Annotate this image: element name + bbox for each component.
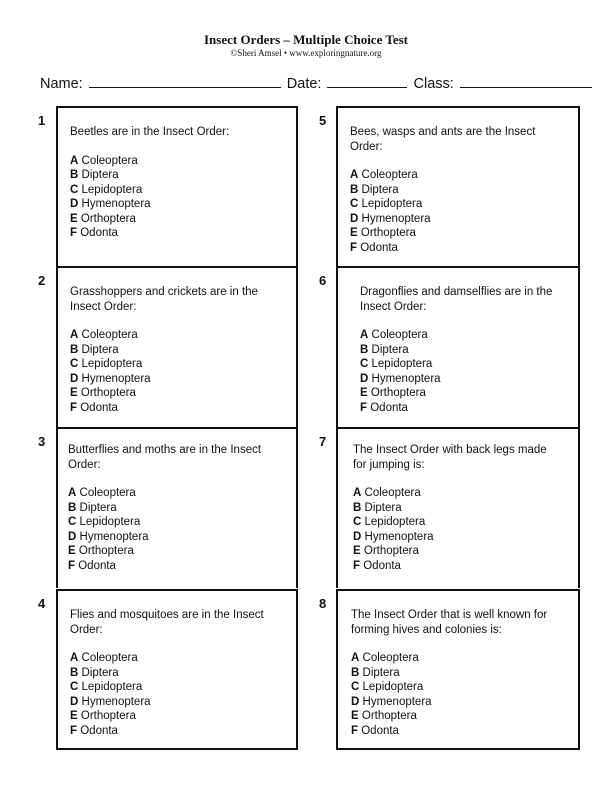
option-letter: A: [70, 154, 79, 167]
option-text: Diptera: [79, 501, 117, 514]
option-text: Coleoptera: [362, 652, 419, 664]
option-text: Lepidoptera: [362, 681, 424, 693]
answer-option[interactable]: [70, 724, 280, 739]
option-text: Hymenoptera: [79, 530, 149, 543]
answer-option[interactable]: [70, 401, 280, 416]
answer-option[interactable]: [68, 530, 280, 545]
option-letter: F: [70, 401, 78, 414]
option-letter: F: [70, 227, 78, 239]
answer-option[interactable]: [70, 168, 280, 183]
option-text: Diptera: [371, 343, 409, 356]
question-prompt: Beetles are in the Insect Order:: [70, 126, 230, 138]
answer-option[interactable]: [70, 372, 280, 387]
option-letter: C: [68, 516, 77, 528]
option-text: Hymenoptera: [361, 212, 431, 225]
answer-option[interactable]: [70, 183, 280, 198]
option-letter: B: [70, 343, 79, 356]
option-text: Hymenoptera: [371, 372, 441, 385]
option-letter: B: [351, 666, 360, 679]
question-box: [56, 427, 298, 588]
question-number: 7: [319, 434, 327, 449]
option-text: Lepidoptera: [371, 358, 433, 370]
option-letter: C: [353, 516, 362, 528]
option-text: Odonta: [78, 559, 116, 572]
option-text: Odonta: [80, 724, 118, 737]
option-text: Odonta: [80, 227, 118, 239]
answer-option[interactable]: [70, 328, 280, 343]
name-field[interactable]: [89, 74, 281, 88]
answer-option[interactable]: [350, 226, 562, 241]
option-letter: D: [350, 212, 359, 225]
option-letter: E: [353, 545, 361, 557]
answer-option[interactable]: [360, 343, 562, 358]
answer-option[interactable]: [70, 154, 280, 169]
option-text: Odonta: [360, 241, 398, 254]
option-letter: F: [70, 724, 78, 737]
question-number: 4: [38, 596, 46, 611]
answer-option[interactable]: [350, 183, 562, 198]
option-letter: F: [360, 401, 368, 414]
option-text: Lepidoptera: [81, 681, 143, 693]
answer-option[interactable]: [70, 343, 280, 358]
credit-line: ©Sheri Amsel • www.exploringnature.org: [230, 48, 382, 58]
option-letter: F: [68, 559, 76, 572]
option-letter: C: [70, 681, 79, 693]
option-text: Orthoptera: [78, 545, 134, 557]
option-text: Orthoptera: [80, 212, 136, 225]
option-letter: B: [353, 501, 362, 514]
answer-option[interactable]: [360, 357, 562, 372]
option-text: Coleoptera: [81, 652, 138, 664]
option-letter: C: [351, 681, 360, 693]
option-letter: B: [70, 169, 79, 181]
option-letter: B: [68, 501, 77, 514]
option-text: Hymenoptera: [362, 695, 432, 708]
option-letter: E: [350, 227, 358, 239]
answer-option[interactable]: [351, 709, 562, 724]
question-number: 3: [38, 434, 46, 449]
question-prompt: Grasshoppers and crickets are in the Insect Order:: [70, 286, 258, 313]
answer-option[interactable]: [70, 357, 280, 372]
question-box: [336, 427, 580, 588]
question-prompt: Flies and mosquitoes are in the Insect Order:: [70, 609, 264, 636]
page-title: Insect Orders – Multiple Choice Test: [203, 32, 408, 47]
option-text: Lepidoptera: [79, 516, 141, 528]
answer-option[interactable]: [353, 544, 562, 559]
option-letter: D: [70, 695, 79, 708]
option-text: Hymenoptera: [81, 695, 151, 708]
answer-option[interactable]: [360, 372, 562, 387]
answer-option[interactable]: [68, 544, 280, 559]
answer-option[interactable]: [70, 226, 280, 241]
answer-option[interactable]: [353, 501, 562, 516]
option-text: Odonta: [370, 401, 408, 414]
option-text: Orthoptera: [80, 710, 136, 722]
option-text: Coleoptera: [81, 329, 138, 341]
question-box: [336, 106, 580, 267]
answer-option[interactable]: [350, 168, 562, 183]
question-number: 2: [38, 273, 46, 288]
option-letter: D: [68, 530, 77, 543]
option-letter: A: [70, 329, 79, 341]
class-field[interactable]: [460, 74, 592, 88]
question-number: 5: [319, 113, 327, 128]
option-text: Coleoptera: [364, 487, 421, 499]
option-letter: A: [68, 487, 77, 499]
option-letter: C: [360, 358, 369, 370]
question-box: [56, 266, 298, 427]
option-text: Lepidoptera: [81, 183, 143, 196]
answer-option[interactable]: [70, 651, 280, 666]
option-text: Lepidoptera: [361, 198, 423, 210]
question-box: [336, 266, 580, 427]
option-letter: C: [70, 183, 79, 196]
option-letter: A: [353, 487, 362, 499]
answer-option[interactable]: [351, 680, 562, 695]
option-letter: E: [70, 387, 78, 399]
option-letter: F: [353, 559, 361, 572]
option-letter: B: [360, 343, 369, 356]
answer-option[interactable]: [68, 559, 280, 574]
option-text: Orthoptera: [370, 387, 426, 399]
answer-option[interactable]: [351, 666, 562, 681]
option-letter: D: [351, 695, 360, 708]
answer-option[interactable]: [350, 241, 562, 256]
option-letter: B: [350, 183, 359, 196]
option-text: Diptera: [81, 666, 119, 679]
option-text: Orthoptera: [363, 545, 419, 557]
question-prompt: The Insect Order with back legs made for jumping is:: [353, 444, 547, 471]
option-letter: A: [70, 652, 79, 664]
answer-option[interactable]: [68, 501, 280, 516]
answer-option[interactable]: [353, 559, 562, 574]
option-letter: A: [350, 169, 359, 181]
question-box: [336, 589, 580, 750]
answer-option[interactable]: [70, 709, 280, 724]
option-text: Orthoptera: [361, 710, 417, 722]
answer-option[interactable]: [353, 515, 562, 530]
answer-option[interactable]: [360, 328, 562, 343]
option-text: Diptera: [364, 501, 402, 514]
answer-option[interactable]: [70, 680, 280, 695]
class-label: Class:: [413, 76, 454, 92]
answer-option[interactable]: [70, 212, 280, 227]
option-letter: E: [360, 387, 368, 399]
option-letter: F: [351, 724, 359, 737]
question-number: 6: [319, 273, 327, 288]
option-letter: D: [70, 198, 79, 210]
option-text: Diptera: [81, 343, 119, 356]
option-letter: E: [70, 710, 78, 722]
option-text: Coleoptera: [371, 329, 428, 341]
option-letter: D: [353, 530, 362, 543]
option-text: Diptera: [362, 666, 400, 679]
option-text: Lepidoptera: [81, 358, 143, 370]
answer-option[interactable]: [68, 515, 280, 530]
question-prompt: Dragonflies and damselflies are in the Insect Order:: [360, 286, 553, 313]
question-number: 8: [319, 596, 327, 611]
answer-option[interactable]: [350, 197, 562, 212]
option-letter: D: [70, 372, 79, 385]
question-prompt: Butterflies and moths are in the Insect Order:: [68, 444, 262, 471]
answer-option[interactable]: [351, 651, 562, 666]
answer-option[interactable]: [70, 386, 280, 401]
answer-option[interactable]: [353, 486, 562, 501]
option-text: Coleoptera: [79, 487, 136, 499]
answer-option[interactable]: [353, 530, 562, 545]
question-box: [56, 106, 298, 267]
option-letter: F: [350, 241, 358, 254]
option-text: Diptera: [361, 183, 399, 196]
answer-option[interactable]: [350, 212, 562, 227]
option-letter: E: [68, 545, 76, 557]
question-prompt: The Insect Order that is well known for forming hives and colonies is:: [351, 609, 548, 636]
name-label: Name:: [40, 76, 83, 92]
option-letter: E: [351, 710, 359, 722]
option-letter: E: [70, 212, 78, 225]
option-letter: C: [350, 198, 359, 210]
option-text: Lepidoptera: [364, 516, 426, 528]
option-text: Hymenoptera: [81, 372, 151, 385]
answer-option[interactable]: [360, 401, 562, 416]
answer-option[interactable]: [351, 695, 562, 710]
option-text: Odonta: [80, 401, 118, 414]
option-letter: A: [351, 652, 360, 664]
option-letter: C: [70, 358, 79, 370]
option-letter: A: [360, 329, 369, 341]
option-letter: B: [70, 666, 79, 679]
option-text: Coleoptera: [361, 169, 418, 181]
answer-option[interactable]: [70, 666, 280, 681]
answer-option[interactable]: [68, 486, 280, 501]
date-label: Date:: [286, 76, 322, 92]
option-text: Diptera: [81, 169, 119, 181]
answer-option[interactable]: [360, 386, 562, 401]
question-prompt: Bees, wasps and ants are the Insect Order:: [350, 126, 536, 153]
answer-option[interactable]: [351, 724, 562, 739]
option-text: Odonta: [363, 559, 401, 572]
option-letter: D: [360, 372, 369, 385]
option-text: Coleoptera: [81, 154, 138, 167]
option-text: Hymenoptera: [81, 198, 151, 210]
answer-option[interactable]: [70, 695, 280, 710]
student-info-row: [40, 74, 580, 93]
question-box: [56, 589, 298, 750]
option-text: Orthoptera: [80, 387, 136, 399]
option-text: Orthoptera: [360, 227, 416, 239]
option-text: Hymenoptera: [364, 530, 434, 543]
answer-option[interactable]: [70, 197, 280, 212]
question-number: 1: [38, 113, 46, 128]
date-field[interactable]: [327, 74, 407, 88]
option-text: Odonta: [361, 724, 399, 737]
